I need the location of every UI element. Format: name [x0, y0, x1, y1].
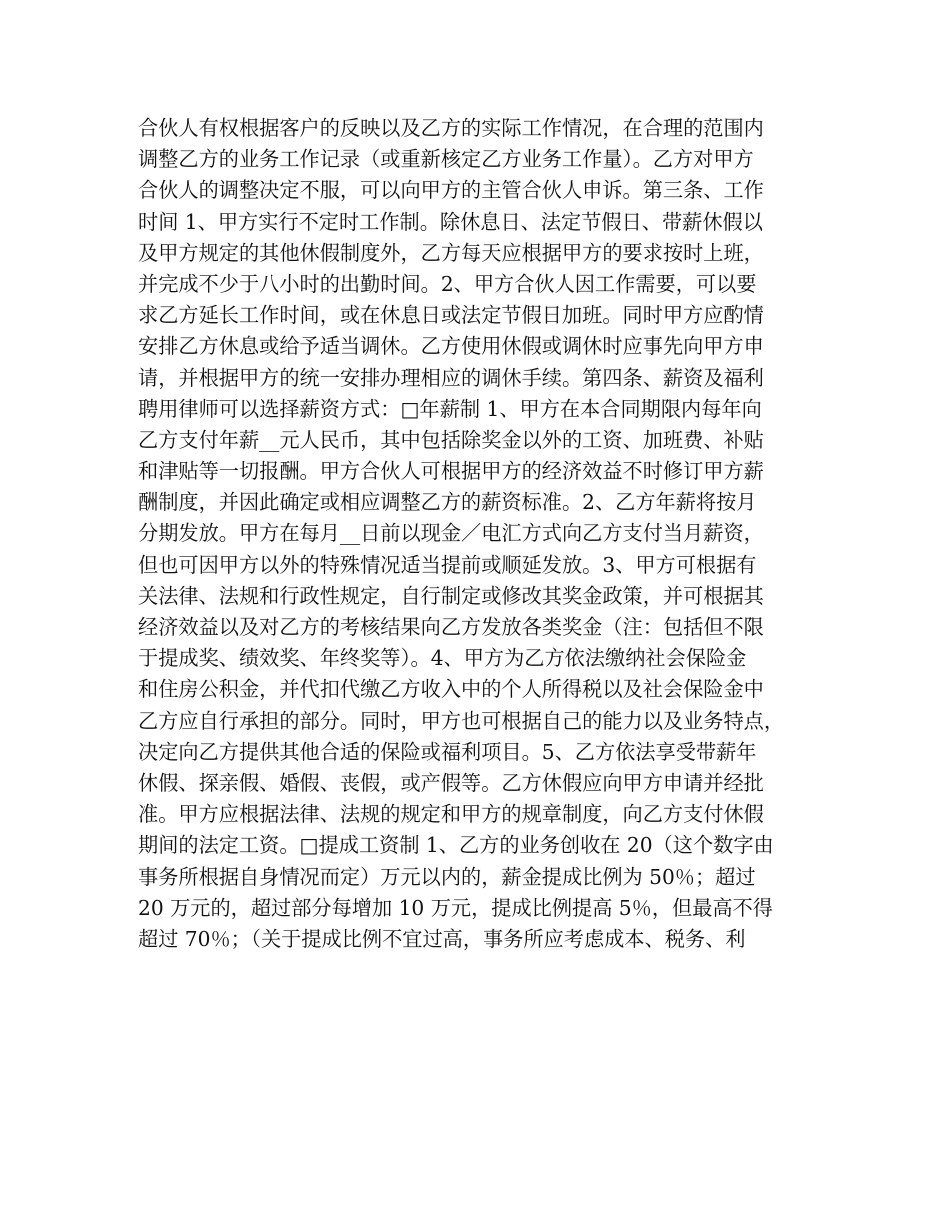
text-line-19: 和住房公积金，并代扣代缴乙方收入中的个人所得税以及社会保险金中 — [138, 677, 764, 702]
text-line-16: 关法律、法规和行政性规定，自行制定或修改其奖金政策，并可根据其 — [138, 583, 764, 608]
contract-body-text — [138, 113, 828, 955]
text-line-21: 决定向乙方提供其他合适的保险或福利项目。5、乙方依法享受带薪年 — [138, 739, 757, 764]
text-line-2: 调整乙方的业务工作记录（或重新核定乙方业务工作量）。乙方对甲方 — [138, 147, 754, 172]
text-line-17: 经济效益以及对乙方的考核结果向乙方发放各类奖金（注：包括但不限 — [138, 615, 764, 639]
text-line-9: 请，并根据甲方的统一安排办理相应的调休手续。第四条、薪资及福利 — [138, 365, 764, 390]
text-line-12: 和津贴等一切报酬。甲方合伙人可根据甲方的经济效益不时修订甲方薪 — [138, 459, 764, 484]
text-line-24: 期间的法定工资。□提成工资制 1、乙方的业务创收在 20（这个数字由 — [138, 833, 774, 858]
text-line-13: 酬制度，并因此确定或相应调整乙方的薪资标准。2、乙方年薪将按月 — [138, 490, 757, 515]
text-line-18: 于提成奖、绩效奖、年终奖等）。4、甲方为乙方依法缴纳社会保险金 — [138, 646, 747, 671]
text-line-22: 休假、探亲假、婚假、丧假，或产假等。乙方休假应向甲方申请并经批 — [138, 770, 764, 795]
text-line-10: 聘用律师可以选择薪资方式：□年薪制 1、甲方在本合同期限内每年向 — [138, 396, 762, 421]
text-line-5: 及甲方规定的其他休假制度外，乙方每天应根据甲方的要求按时上班， — [138, 240, 764, 265]
text-line-8: 安排乙方休息或给予适当调休。乙方使用休假或调休时应事先向甲方申 — [138, 334, 764, 359]
text-line-1: 合伙人有权根据客户的反映以及乙方的实际工作情况，在合理的范围内 — [138, 116, 764, 140]
text-line-3: 合伙人的调整决定不服，可以向甲方的主管合伙人申诉。第三条、工作 — [138, 178, 764, 203]
text-line-27: 超过 70％；（关于提成比例不宜过高，事务所应考虑成本、税务、利 — [138, 926, 746, 951]
text-line-4: 时间 1、甲方实行不定时工作制。除休息日、法定节假日、带薪休假以 — [138, 209, 763, 234]
text-line-14: 分期发放。甲方在每月__日前以现金／电汇方式向乙方支付当月薪资， — [138, 521, 764, 546]
text-line-26: 20 万元的，超过部分每增加 10 万元，提成比例提高 5％，但最高不得 — [138, 895, 773, 920]
text-line-6: 并完成不少于八小时的出勤时间。2、甲方合伙人因工作需要，可以要 — [138, 271, 757, 296]
text-line-11: 乙方支付年薪__元人民币，其中包括除奖金以外的工资、加班费、补贴 — [138, 427, 764, 452]
text-line-23: 准。甲方应根据法律、法规的规定和甲方的规章制度，向乙方支付休假 — [138, 802, 764, 827]
text-line-25: 事务所根据自身情况而定）万元以内的，薪金提成比例为 50％；超过 — [138, 864, 756, 889]
text-line-15: 但也可因甲方以外的特殊情况适当提前或顺延发放。3、甲方可根据有 — [138, 552, 757, 577]
text-line-20: 乙方应自行承担的部分。同时，甲方也可根据自己的能力以及业务特点， — [138, 708, 785, 733]
text-line-7: 求乙方延长工作时间，或在休息日或法定节假日加班。同时甲方应酌情 — [138, 303, 764, 328]
